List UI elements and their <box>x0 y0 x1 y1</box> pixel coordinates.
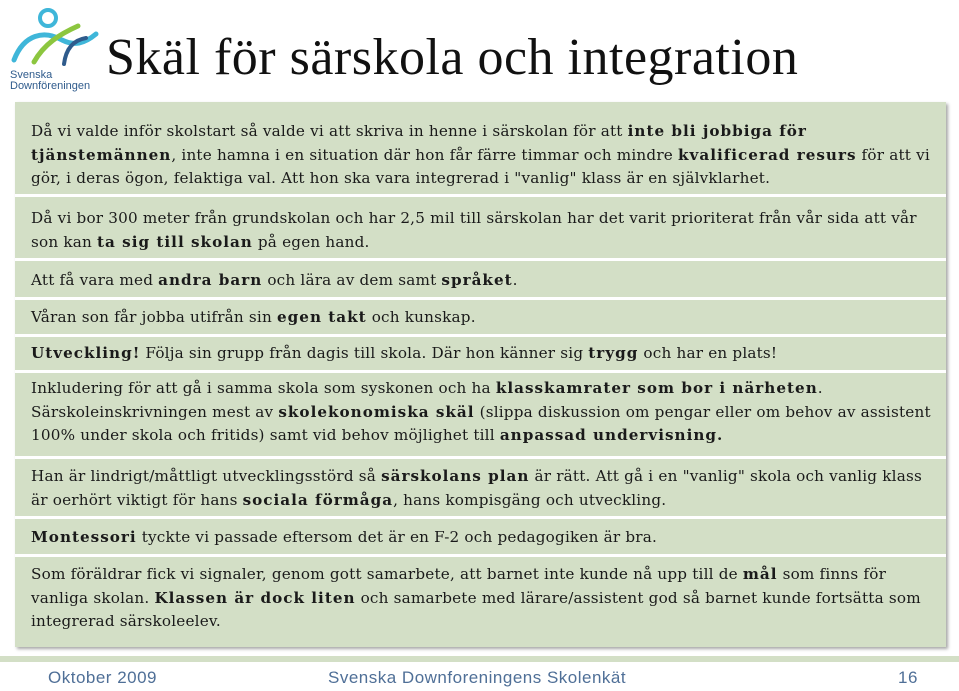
paragraph-text: Då vi valde inför skolstart så valde vi att skriva in henne i särskolan för att <box>31 122 628 140</box>
paragraph-text: är rätt. Att gå i en "vanlig" skola och vanlig klass är oerhört viktigt för hans <box>31 467 922 509</box>
logo-figure-icon <box>4 4 104 68</box>
emphasized-text: andra barn <box>158 271 263 289</box>
separator <box>15 516 946 519</box>
paragraph-text: som finns för vanliga skolan. <box>31 565 887 607</box>
paragraph-text: och lära av dem samt <box>262 271 442 289</box>
emphasized-text: särskolans plan <box>381 467 530 485</box>
separator <box>15 194 946 197</box>
emphasized-text: Utveckling! <box>31 344 141 362</box>
paragraph-text: . Särskoleinskrivningen mest av <box>31 379 823 421</box>
footer-page-number: 16 <box>898 668 918 687</box>
separator <box>15 554 946 557</box>
emphasized-text: sociala förmåga <box>242 490 394 509</box>
emphasized-text: språket <box>441 271 513 289</box>
footer-title: Svenska Downforeningens Skolenkät <box>328 668 627 687</box>
paragraph-text: , inte hamna i en situation där hon får färre timmar och mindre <box>171 145 679 164</box>
paragraph-4 <box>15 306 946 330</box>
emphasized-text: skolekonomiska skäl <box>278 402 475 421</box>
emphasized-text: anpassad undervisning. <box>499 426 724 444</box>
paragraph-7 <box>15 465 946 512</box>
paragraph-text: Följa sin grupp från dagis till skola. Där hon känner sig <box>140 344 589 362</box>
paragraph-1 <box>15 120 946 191</box>
logo-line-1: Svenska <box>10 69 53 81</box>
emphasized-text: mål <box>742 565 778 583</box>
footer-date: Oktober 2009 <box>48 668 158 687</box>
separator <box>15 370 946 373</box>
paragraph-text: Då vi bor 300 meter från grundskolan och har 2,5 mil till särskolan har det varit prioriterat från vår sida att vår son kan <box>31 209 917 251</box>
paragraph-5 <box>15 342 946 366</box>
emphasized-text: kvalificerad resurs <box>678 145 857 164</box>
separator <box>15 456 946 459</box>
emphasized-text: egen takt <box>277 308 367 326</box>
paragraph-text: på egen hand. <box>252 232 370 251</box>
logo-line-2: Downföreningen <box>10 80 91 92</box>
paragraph-text: för att vi gör, i deras ögon, felaktiga val. Att hon ska vara integrerad i "vanlig" klass är en självklarhet. <box>31 145 930 187</box>
paragraph-text: Att få vara med <box>31 271 159 289</box>
paragraph-text: , hans kompisgäng och utveckling. <box>393 490 667 509</box>
paragraph-2 <box>15 207 946 254</box>
emphasized-text: trygg <box>588 344 639 362</box>
paragraph-text: och samarbete med lärare/assistent god så barnet kunde fortsätta som integrerad särskoleelev. <box>31 588 921 630</box>
footer-rule <box>0 656 959 662</box>
paragraph-text: Som föräldrar fick vi signaler, genom gott samarbete, att barnet inte kunde nå upp till de <box>31 565 743 583</box>
paragraph-text: . <box>512 271 518 289</box>
page-title: Skäl för särskola och integration <box>106 29 799 86</box>
paragraph-9 <box>15 563 946 634</box>
separator <box>15 258 946 261</box>
paragraph-text: och har en plats! <box>638 344 778 362</box>
paragraph-text: Inkludering för att gå i samma skola som syskonen och ha <box>31 379 496 397</box>
emphasized-text: Klassen är dock liten <box>154 588 356 607</box>
emphasized-text: inte bli jobbiga för tjänstemännen <box>31 122 807 164</box>
paragraph-3 <box>15 269 946 293</box>
paragraph-text: och kunskap. <box>366 308 476 326</box>
paragraph-6 <box>15 377 946 448</box>
emphasized-text: ta sig till skolan <box>97 232 253 251</box>
paragraph-text: (slippa diskussion om pengar eller om behov av assistent 100% under skola och fritids) samt vid behov möjlighet till <box>31 402 931 444</box>
logo <box>4 4 104 92</box>
paragraph-text: tyckte vi passade eftersom det är en F-2 och pedagogiken är bra. <box>136 528 658 546</box>
separator <box>15 334 946 337</box>
paragraph-text: Han är lindrigt/måttligt utvecklingsstörd så <box>31 467 382 485</box>
logo-text <box>10 70 90 92</box>
separator <box>15 297 946 300</box>
paragraph-text: Våran son får jobba utifrån sin <box>31 308 277 326</box>
paragraph-8 <box>15 526 946 550</box>
emphasized-text: klasskamrater som bor i närheten <box>495 379 818 397</box>
emphasized-text: Montessori <box>31 528 137 546</box>
